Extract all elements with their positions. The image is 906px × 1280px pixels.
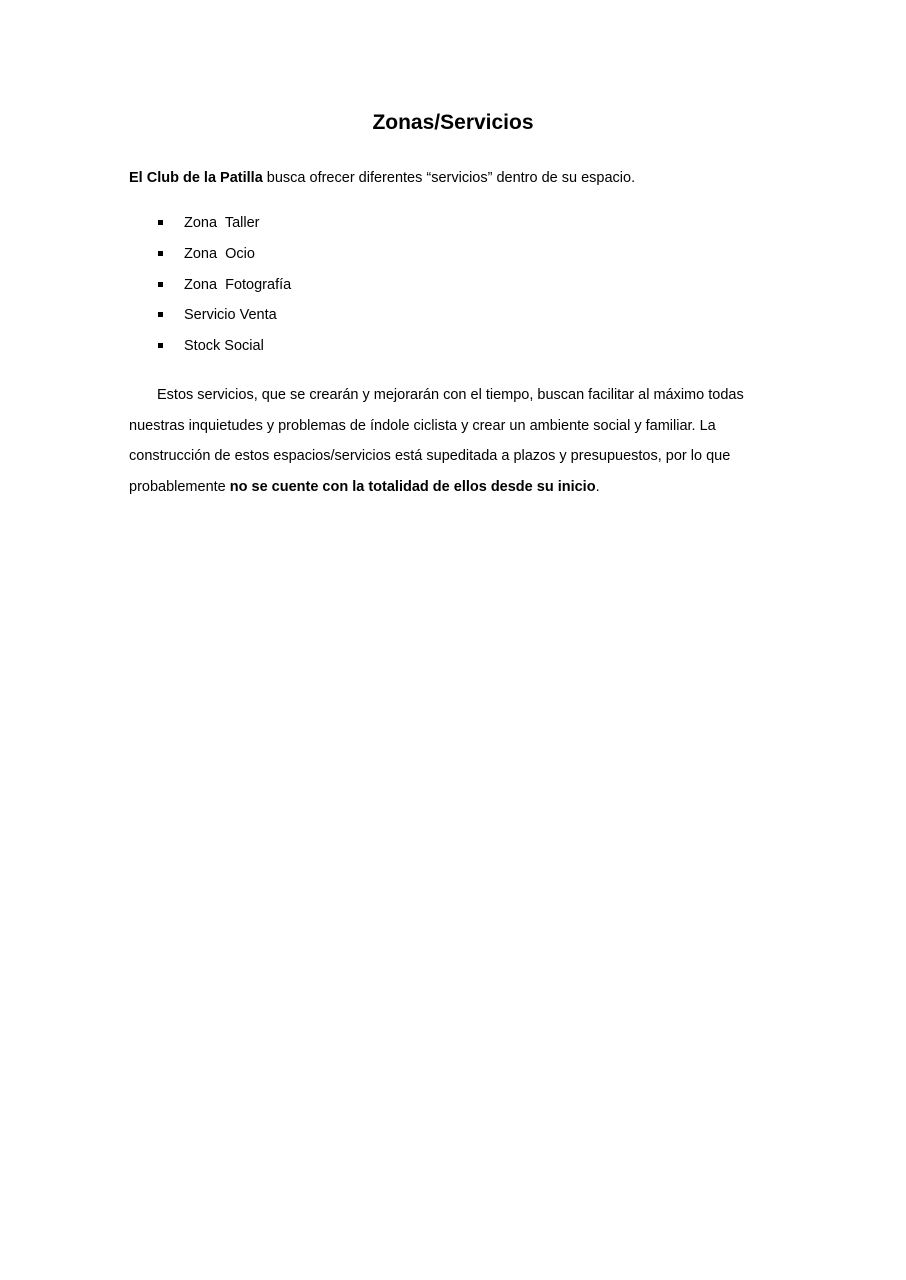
body-paragraph xyxy=(129,380,789,503)
list-item-label: Zona Taller xyxy=(184,215,260,231)
square-bullet-icon xyxy=(158,312,163,317)
paragraph-period: . xyxy=(595,479,600,496)
paragraph-text: probablemente xyxy=(129,479,230,496)
square-bullet-icon xyxy=(158,282,163,287)
intro-bold-lead: El Club de la Patilla xyxy=(129,170,263,186)
square-bullet-icon xyxy=(158,251,163,256)
square-bullet-icon xyxy=(158,220,163,225)
list-item xyxy=(129,335,729,366)
paragraph-line-last xyxy=(129,472,789,503)
intro-paragraph xyxy=(129,167,809,189)
list-item xyxy=(129,304,729,335)
services-list xyxy=(129,212,729,366)
list-item-label: Zona Ocio xyxy=(184,245,255,262)
paragraph-line: Estos servicios, que se crearán y mejorarán con el tiempo, buscan facilitar al máximo todas xyxy=(157,387,744,403)
paragraph-line: nuestras inquietudes y problemas de índole ciclista y crear un ambiente social y familiar. La xyxy=(129,417,716,434)
page-title: Zonas/Servicios xyxy=(372,111,534,134)
list-item xyxy=(129,212,729,243)
list-item-label: Zona Fotografía xyxy=(184,276,292,293)
list-item xyxy=(129,243,729,274)
intro-text: busca ofrecer diferentes “servicios” dentro de su espacio. xyxy=(262,170,636,186)
list-item-label: Stock Social xyxy=(184,338,264,355)
list-item xyxy=(129,274,729,305)
square-bullet-icon xyxy=(158,343,163,348)
list-item-label: Servicio Venta xyxy=(184,307,277,324)
paragraph-line: construcción de estos espacios/servicios está supeditada a plazos y presupuestos, por lo que xyxy=(129,448,731,465)
paragraph-bold-text: no se cuente con la totalidad de ellos desde su inicio xyxy=(229,479,596,496)
